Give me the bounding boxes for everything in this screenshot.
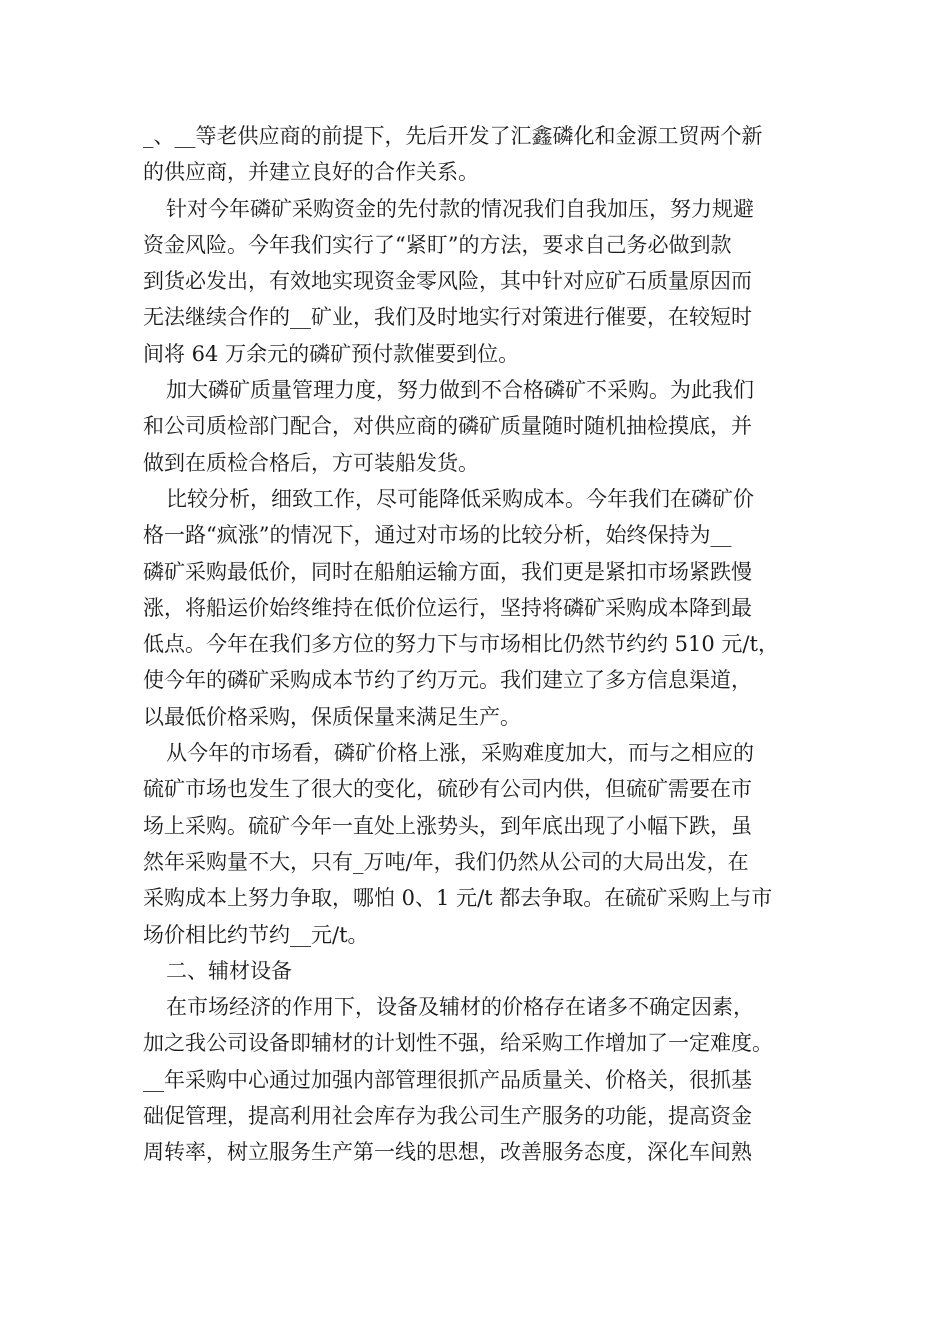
text-line: 到货必发出，有效地实现资金零风险，其中针对应矿石质量原因而 — [143, 269, 752, 294]
text-line: 间将 64 万余元的磷矿预付款催要到位。 — [143, 341, 520, 366]
text-line: 低点。今年在我们多方位的努力下与市场相比仍然节约约 510 元/t， — [143, 632, 779, 657]
text-line: _、__等老供应商的前提下，先后开发了汇鑫磷化和金源工贸两个新 — [143, 124, 763, 148]
text-line: 使今年的磷矿采购成本节约了约万元。我们建立了多方信息渠道， — [143, 668, 752, 693]
text-line: 涨，将船运价始终维持在低价位运行，坚持将磷矿采购成本降到最 — [143, 595, 752, 620]
text-line: 和公司质检部门配合，对供应商的磷矿质量随时随机抽检摸底，并 — [143, 414, 752, 439]
text-line: 针对今年磷矿采购资金的先付款的情况我们自我加压，努力规避 — [166, 196, 754, 221]
text-line: 做到在质检合格后，方可装船发货。 — [143, 450, 479, 475]
text-line: 础促管理，提高利用社会库存为我公司生产服务的功能，提高资金 — [143, 1104, 752, 1129]
text-line: 加之我公司设备即辅材的计划性不强，给采购工作增加了一定难度。 — [143, 1031, 773, 1056]
text-line: 在市场经济的作用下，设备及辅材的价格存在诸多不确定因素， — [166, 995, 754, 1020]
text-line: 比较分析，细致工作，尽可能降低采购成本。今年我们在磷矿价 — [166, 486, 754, 511]
text-line: 加大磷矿质量管理力度，努力做到不合格磷矿不采购。为此我们 — [166, 378, 754, 403]
text-line: 然年采购量不大，只有_万吨/年，我们仍然从公司的大局出发，在 — [143, 849, 749, 874]
text-line: 的供应商，并建立良好的合作关系。 — [143, 160, 479, 185]
text-line: 无法继续合作的__矿业，我们及时地实行对策进行催要，在较短时 — [143, 305, 752, 330]
text-line: 二、辅材设备 — [166, 958, 292, 983]
text-line: 周转率，树立服务生产第一线的思想，改善服务态度，深化车间熟 — [143, 1140, 752, 1165]
text-line: 采购成本上努力争取，哪怕 0、1 元/t 都去争取。在硫矿采购上与市 — [143, 886, 773, 911]
text-line: __年采购中心通过加强内部管理很抓产品质量关、价格关，很抓基 — [143, 1067, 752, 1092]
text-line: 格一路“疯涨”的情况下，通过对市场的比较分析，始终保持为__ — [143, 523, 732, 548]
document-body — [143, 118, 833, 1171]
text-line: 硫矿市场也发生了很大的变化，硫砂有公司内供，但硫矿需要在市 — [143, 777, 752, 802]
text-line: 场上采购。硫矿今年一直处上涨势头，到年底出现了小幅下跌，虽 — [143, 813, 752, 838]
text-line: 以最低价格采购，保质保量来满足生产。 — [143, 704, 521, 729]
text-line: 从今年的市场看，磷矿价格上涨，采购难度加大，而与之相应的 — [166, 741, 754, 766]
text-line: 资金风险。今年我们实行了“紧盯”的方法，要求自己务必做到款 — [143, 232, 732, 257]
text-line: 磷矿采购最低价，同时在船舶运输方面，我们更是紧扣市场紧跌慢 — [143, 559, 752, 584]
text-line: 场价相比约节约__元/t。 — [143, 922, 369, 947]
